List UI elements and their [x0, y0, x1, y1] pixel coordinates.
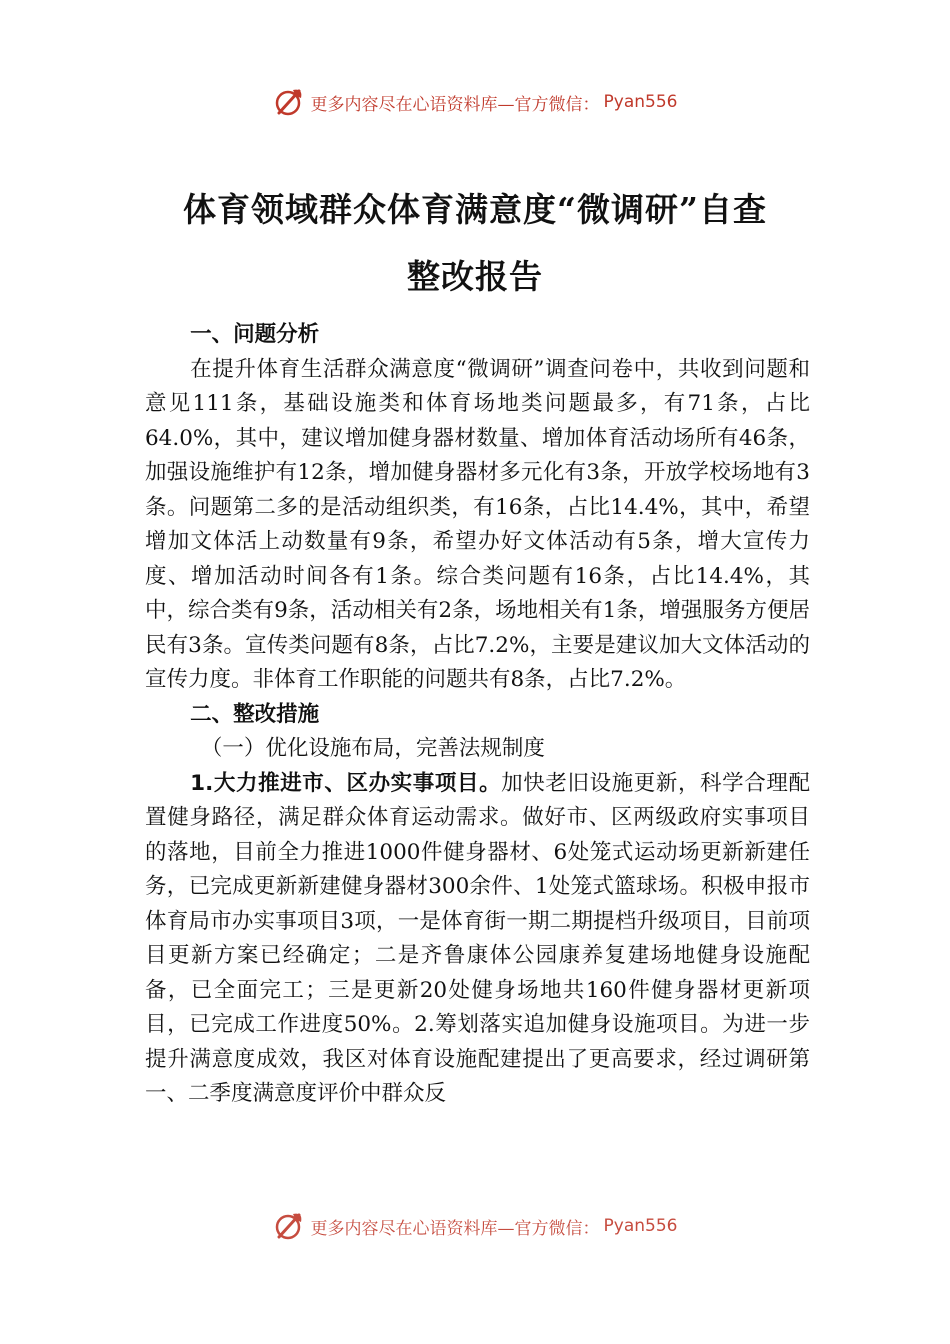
- section2-subheading: （一）优化设施布局，完善法规制度: [200, 736, 545, 761]
- document-body: [145, 318, 810, 1112]
- quill-logo-icon: [273, 1210, 305, 1242]
- watermark-wechat-id: Pyan556: [603, 1216, 678, 1236]
- section2-heading: 二、整改措施: [190, 701, 320, 727]
- section1-paragraph: 在提升体育生活群众满意度“微调研”调查问卷中，共收到问题和意见111条，基础设施类和体育场地类问题最多，有71条，占比64.0%，其中，建议增加健身器材数量、增加体育活动场所有46条，加强设施维护有12条，增加健身器材多元化有3条，开放学校场地有3条。问题第二多的是活动组织类，有16条，占比14.4%，其中，希望增加文体活上动数量有9条，希望办好文体活动有5条，增大宣传力度、增加活动时间各有1条。综合类问题有16条，占比14.4%，其中，综合类有9条，活动相关有2条，场地相关有1条，增强服务方便居民有3条。宣传类问题有8条，占比7.2%，主要是建议加大文体活动的宣传力度。非体育工作职能的问题共有8条，占比7.2%。: [145, 356, 810, 692]
- item1-text: 加快老旧设施更新，科学合理配置健身路径，满足群众体育运动需求。做好市、区两级政府实事项目的落地，目前全力推进1000件健身器材、6处笼式运动场更新新建任务，已完成更新新建健身器材300余件、1处笼式篮球场。积极申报市体育局市办实事项目3项，一是体育街一期二期提档升级项目，目前项目更新方案已经确定；二是齐鲁康体公园康养复建场地健身设施配备，已全面完工；三是更新20处健身场地共160件健身器材更新项目，已完成工作进度50%。2.筹划落实追加健身设施项目。为进一步提升满意度成效，我区对体育设施配建提出了更高要求，经过调研第一、二季度满意度评价中群众反: [145, 770, 810, 1106]
- document-title-line2: 整改报告: [407, 257, 543, 296]
- watermark-banner-top: [0, 82, 950, 122]
- watermark-wechat-id: Pyan556: [603, 92, 678, 112]
- watermark-banner-bottom: [0, 1206, 950, 1246]
- document-title-line1: 体育领域群众体育满意度“微调研”自查: [183, 190, 767, 229]
- section1-heading: 一、问题分析: [190, 322, 320, 347]
- quill-logo-icon: [273, 86, 305, 118]
- watermark-text: 更多内容尽在心语资料库—官方微信：: [310, 1218, 600, 1239]
- watermark-text: 更多内容尽在心语资料库—官方微信：: [310, 94, 600, 115]
- item1-title: 1.大力推进市、区办实事项目。: [190, 770, 502, 796]
- section2-item1: [145, 767, 810, 1112]
